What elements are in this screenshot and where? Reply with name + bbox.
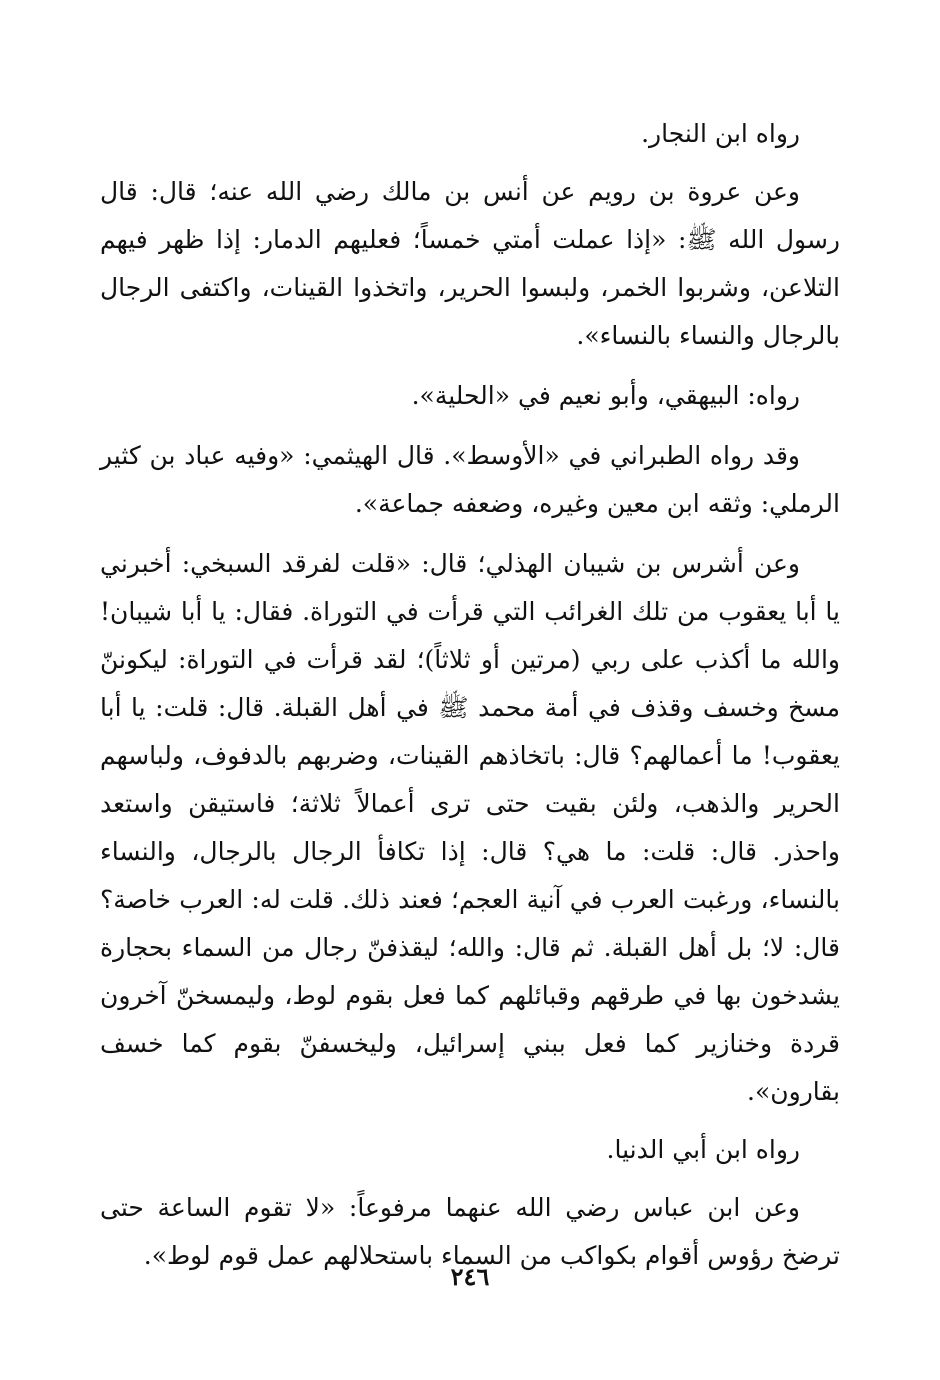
source-attribution: رواه ابن النجار.: [641, 119, 800, 148]
paragraph-tabarani-note: وقد رواه الطبراني في «الأوسط». قال الهيثمي: «وفيه عباد بن كثير الرملي: وثقه ابن معين وغيره، وضعفه جماعة».: [100, 441, 840, 518]
paragraph-ibn-abbas: وعن ابن عباس رضي الله عنهما مرفوعاً: «لا تقوم الساعة حتى ترضخ رؤوس أقوام بكواكب من السماء باستحلالهم عمل قوم لوط».: [100, 1193, 840, 1270]
page-number: ٢٤٦: [450, 1262, 490, 1291]
source-attribution: رواه ابن أبي الدنيا.: [606, 1135, 800, 1164]
page-body: [100, 110, 840, 1280]
paragraph-ashras-narration: وعن أشرس بن شيبان الهذلي؛ قال: «قلت لفرقد السبخي: أخبرني يا أبا يعقوب من تلك الغرائب التي قرأت في التوراة. فقال: يا أبا شيبان! والله ما أكذب على ربي (مرتين أو ثلاثاً)؛ لقد قرأت في التوراة: ليكوننّ مسخ وخسف وقذف في أمة محمد ﷺ في أهل القبلة. قال: قلت: يا أبا يعقوب! ما أعمالهم؟ قال: باتخاذهم القينات، وضربهم بالدفوف، ولباسهم الحرير والذهب، ولئن بقيت حتى ترى أعمالاً ثلاثة؛ فاستيقن واستعد واحذر. قال: قلت: ما هي؟ قال: إذا تكافأ الرجال بالرجال، والنساء بالنساء، ورغبت العرب في آنية العجم؛ فعند ذلك. قلت له: العرب خاصة؟ قال: لا؛ بل أهل القبلة. ثم قال: والله؛ ليقذفنّ رجال من السماء بحجارة يشدخون بها في طرقهم وقبائلهم كما فعل بقوم لوط، وليمسخنّ آخرون قردة وخنازير كما فعل ببني إسرائيل، وليخسفنّ بقوم كما خسف بقارون».: [100, 549, 840, 1106]
source-attribution: رواه: البيهقي، وأبو نعيم في «الحلية».: [411, 381, 800, 410]
paragraph-hadith-urwa: وعن عروة بن رويم عن أنس بن مالك رضي الله عنه؛ قال: قال رسول الله ﷺ: «إذا عملت أمتي خمساً؛ فعليهم الدمار: إذا ظهر فيهم التلاعن، وشربوا الخمر، ولبسوا الحرير، واتخذوا القينات، واكتفى الرجال بالرجال والنساء بالنساء».: [100, 177, 840, 350]
